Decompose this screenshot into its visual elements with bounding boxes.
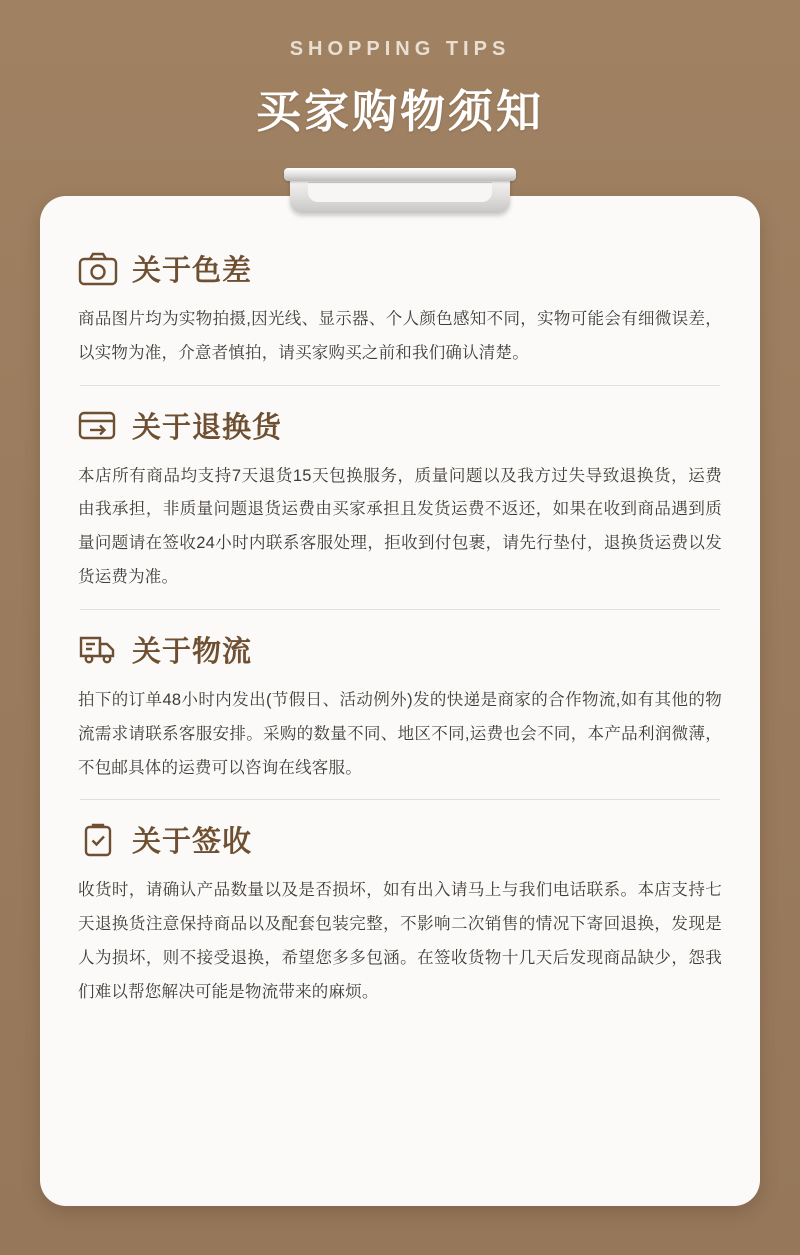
section-title: 关于物流: [132, 635, 253, 668]
section-body: 商品图片均为实物拍摄,因光线、显示器、个人颜色感知不同，实物可能会有细微误差，以实物为准，介意者慎拍，请买家购买之前和我们确认清楚。: [78, 310, 722, 362]
section-title: 关于色差: [132, 255, 253, 287]
notice-card: [40, 196, 760, 1206]
header-eyebrow: SHOPPING TIPS: [289, 38, 511, 60]
section-header: [78, 819, 722, 860]
section-body: 收货时，请确认产品数量以及是否损坏，如有出入请马上与我们电话联系。本店支持七天退换货注意保持商品以及配套包装完整，不影响二次销售的情况下寄回退换，发现是人为损坏，则不接受退换，希望您多多包涵。在签收货物十几天后发现商品缺少，怨我们难以帮您解决可能是物流带来的麻烦。: [78, 881, 722, 1001]
truck-icon: [78, 629, 118, 669]
clipboard-check-icon: [78, 820, 118, 860]
section-body: 拍下的订单48小时内发出(节假日、活动例外)发的快递是商家的合作物流,如有其他的物流需求请联系客服安排。采购的数量不同、地区不同,运费也会不同，本产品利润微薄，不包邮具体的运费可以咨询在线客服。: [78, 690, 722, 777]
section-body: 本店所有商品均支持7天退货15天包换服务，质量问题以及我方过失导致退换货，运费由我承担，非质量问题退货运费由买家承担且发货运费不返还，如果在收到商品遇到质量问题请在签收24小时内联系客服处理，拒收到付包裹，请先行垫付，退换货运费以发货运费为准。: [78, 466, 722, 587]
card-bottom-spacer: [78, 1010, 722, 1046]
section-returns: [78, 385, 722, 595]
section-color-difference: [78, 248, 722, 371]
section-title: 关于签收: [132, 826, 253, 859]
clip-bar: [284, 168, 516, 181]
page-header: [0, 0, 800, 140]
return-box-icon: [78, 405, 118, 445]
section-signing: [78, 799, 722, 1009]
section-header: [78, 405, 722, 446]
page-title: 买家购物须知: [255, 86, 544, 137]
camera-icon: [78, 249, 118, 289]
section-header: [78, 248, 722, 289]
section-title: 关于退换货: [132, 411, 283, 444]
section-header: [78, 629, 722, 670]
clip-inner: [308, 182, 492, 202]
clipboard-clip: [284, 168, 516, 226]
section-logistics: [78, 609, 722, 785]
